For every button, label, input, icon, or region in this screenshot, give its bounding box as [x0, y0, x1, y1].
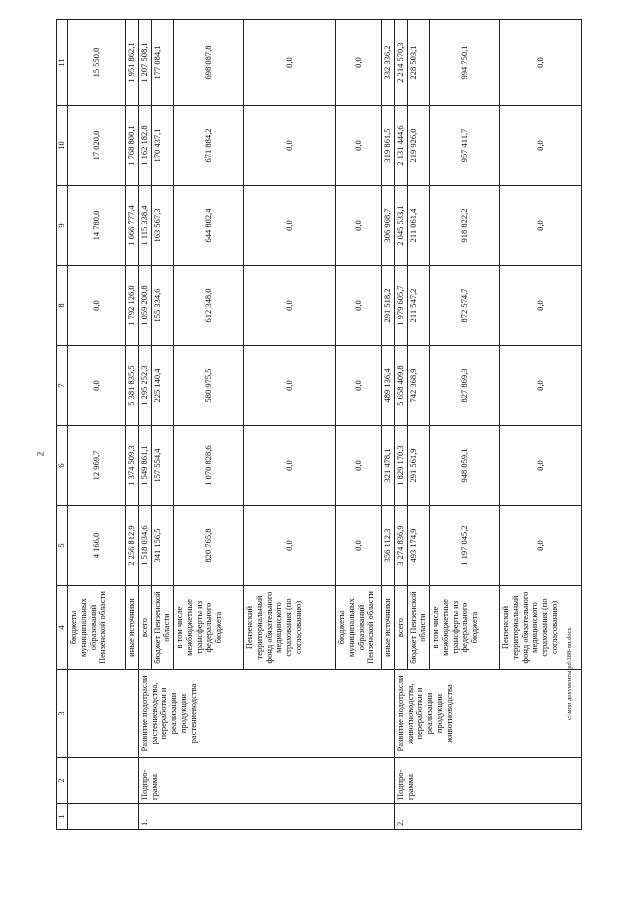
value-cell: 1 829 170,3: [394, 426, 407, 506]
value-cell: 1 768 800,1: [126, 106, 139, 186]
value-cell: 1 115 338,4: [138, 186, 151, 266]
value-cell: 163 567,3: [151, 186, 174, 266]
value-cell: 356 112,3: [382, 506, 395, 586]
value-cell: 0,0: [500, 506, 582, 586]
page-number: 2: [35, 451, 46, 457]
value-cell: 0,0: [244, 186, 336, 266]
value-cell: 0,0: [68, 266, 126, 346]
value-cell: 0,0: [336, 506, 382, 586]
value-cell: 820 765,8: [174, 506, 244, 586]
value-cell: 0,0: [336, 106, 382, 186]
value-cell: 489 136,4: [382, 346, 395, 426]
value-cell: 1 549 861,1: [138, 426, 151, 506]
value-cell: 12 969,7: [68, 426, 126, 506]
header-row: [57, 20, 68, 830]
col-num-5: 5: [57, 506, 68, 586]
subprogram-name: Развитие подотрасли животноводства, переработки и реализации продукции животноводства: [394, 670, 581, 758]
value-cell: 0,0: [500, 106, 582, 186]
row-number: 1.: [138, 804, 394, 830]
source-label: иные источники: [382, 586, 395, 670]
value-cell: 1 295 252,3: [138, 346, 151, 426]
value-cell: 4 166,0: [68, 506, 126, 586]
rotated-table-container: [56, 20, 586, 830]
source-label: бюджет Пензенской области: [407, 586, 430, 670]
value-cell: 0,0: [244, 20, 336, 106]
source-label: бюджет Пензенской области: [151, 586, 174, 670]
value-cell: 0,0: [500, 426, 582, 506]
value-cell: 948 059,1: [430, 426, 500, 506]
value-cell: 872 574,7: [430, 266, 500, 346]
source-label: в том числе межбюджетные трансферты из федерального бюджета: [174, 586, 244, 670]
value-cell: 742 368,9: [407, 346, 430, 426]
value-cell: 2 045 533,1: [394, 186, 407, 266]
col-num-10: 10: [57, 106, 68, 186]
value-cell: 957 411,7: [430, 106, 500, 186]
value-cell: 291 518,2: [382, 266, 395, 346]
value-cell: 671 884,2: [174, 106, 244, 186]
value-cell: 319 861,5: [382, 106, 395, 186]
value-cell: 1 197 045,2: [430, 506, 500, 586]
value-cell: 1 374 509,3: [126, 426, 139, 506]
value-cell: 0,0: [500, 20, 582, 106]
col-num-6: 6: [57, 426, 68, 506]
col-num-1: 1: [57, 804, 68, 830]
source-label: всего: [394, 586, 407, 670]
table-row: [394, 20, 407, 830]
value-cell: 493 174,9: [407, 506, 430, 586]
value-cell: 0,0: [336, 20, 382, 106]
value-cell: 177 084,1: [151, 20, 174, 106]
col-num-2: 2: [57, 758, 68, 804]
value-cell: 321 478,1: [382, 426, 395, 506]
value-cell: 155 334,6: [151, 266, 174, 346]
value-cell: 0,0: [336, 186, 382, 266]
value-cell: 580 975,5: [174, 346, 244, 426]
value-cell: 211 547,2: [407, 266, 430, 346]
row-type: Подпро-грамма: [138, 758, 394, 804]
value-cell: 0,0: [336, 426, 382, 506]
value-cell: 15 550,0: [68, 20, 126, 106]
value-cell: 2 256 812,9: [126, 506, 139, 586]
value-cell: 0,0: [336, 266, 382, 346]
col-num-3: 3: [57, 670, 68, 758]
table-row: [138, 20, 151, 830]
value-cell: 0,0: [500, 266, 582, 346]
value-cell: 612 348,0: [174, 266, 244, 346]
value-cell: 698 087,8: [174, 20, 244, 106]
footer-file-path: c:\мои документы\pd\388-пп.docx: [566, 627, 573, 720]
value-cell: 2 214 570,3: [394, 20, 407, 106]
value-cell: 1 070 828,6: [174, 426, 244, 506]
subprogram-name: Развитие подотрасли растениеводства, переработки и реализации продукции растениеводства: [138, 670, 394, 758]
value-cell: 2 131 444,6: [394, 106, 407, 186]
value-cell: 0,0: [244, 506, 336, 586]
value-cell: 0,0: [244, 426, 336, 506]
value-cell: 219 926,0: [407, 106, 430, 186]
value-cell: 332 336,2: [382, 20, 395, 106]
row-type: Подпро-грамма: [394, 758, 581, 804]
value-cell: 5 381 835,5: [126, 346, 139, 426]
value-cell: 157 554,4: [151, 426, 174, 506]
value-cell: 225 140,4: [151, 346, 174, 426]
value-cell: 3 274 836,9: [394, 506, 407, 586]
value-cell: 0,0: [244, 346, 336, 426]
source-label: бюджеты муниципальных образований Пензенской области: [336, 586, 382, 670]
value-cell: 17 020,0: [68, 106, 126, 186]
value-cell: 1 162 182,8: [138, 106, 151, 186]
value-cell: 0,0: [500, 346, 582, 426]
value-cell: 0,0: [244, 106, 336, 186]
value-cell: 918 822,2: [430, 186, 500, 266]
source-label: иные источники: [126, 586, 139, 670]
value-cell: 291 561,9: [407, 426, 430, 506]
source-label: в том числе межбюджетные трансферты из федерального бюджета: [430, 586, 500, 670]
value-cell: 994 750,1: [430, 20, 500, 106]
value-cell: 211 061,4: [407, 186, 430, 266]
value-cell: 1 792 126,0: [126, 266, 139, 346]
row-number: 2.: [394, 804, 581, 830]
value-cell: 1 666 777,4: [126, 186, 139, 266]
value-cell: 341 156,5: [151, 506, 174, 586]
value-cell: 827 869,3: [430, 346, 500, 426]
value-cell: 0,0: [244, 266, 336, 346]
value-cell: 1 207 508,1: [138, 20, 151, 106]
value-cell: 306 968,7: [382, 186, 395, 266]
col-num-8: 8: [57, 266, 68, 346]
value-cell: 1 951 862,1: [126, 20, 139, 106]
value-cell: 1 059 200,8: [138, 266, 151, 346]
source-label: Пензенский территориальный фонд обязательного медицинского страхования (по согласованию): [500, 586, 582, 670]
value-cell: 644 802,4: [174, 186, 244, 266]
value-cell: 0,0: [500, 186, 582, 266]
value-cell: 1 979 605,7: [394, 266, 407, 346]
value-cell: 1 518 034,6: [138, 506, 151, 586]
value-cell: 14 780,0: [68, 186, 126, 266]
value-cell: 0,0: [336, 346, 382, 426]
col-num-11: 11: [57, 20, 68, 106]
col-num-4: 4: [57, 586, 68, 670]
value-cell: 170 437,1: [151, 106, 174, 186]
value-cell: 0,0: [68, 346, 126, 426]
source-label: Пензенский территориальный фонд обязательного медицинского страхования (по согласованию): [244, 586, 336, 670]
table-row: [68, 20, 126, 830]
col-num-7: 7: [57, 346, 68, 426]
value-cell: 228 503,1: [407, 20, 430, 106]
source-label: бюджеты муниципальных образований Пензенской области: [68, 586, 126, 670]
col-num-9: 9: [57, 186, 68, 266]
budget-table: [56, 19, 582, 830]
value-cell: 5 658 409,8: [394, 346, 407, 426]
source-label: всего: [138, 586, 151, 670]
